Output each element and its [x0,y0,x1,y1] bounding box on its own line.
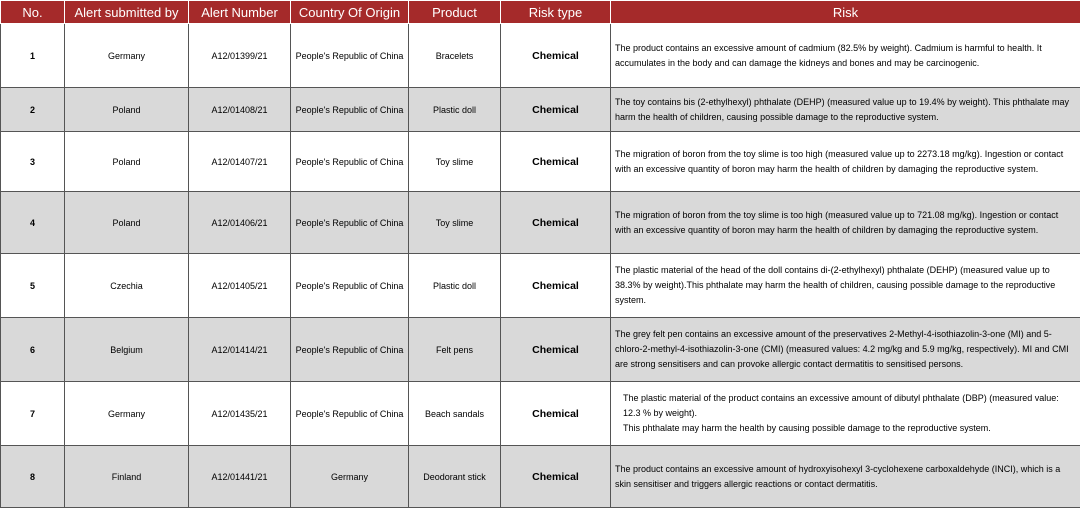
cell-alert-number: A12/01435/21 [189,382,291,446]
cell-risk-type: Chemical [501,88,611,132]
cell-risk-type: Chemical [501,24,611,88]
cell-product: Bracelets [409,24,501,88]
cell-country: People's Republic of China [291,318,409,382]
header-submitted-by: Alert submitted by [65,1,189,24]
cell-no: 8 [1,446,65,508]
table-row [1,318,1080,382]
table-row [1,132,1080,192]
cell-product: Deodorant stick [409,446,501,508]
header-alert-number: Alert Number [189,1,291,24]
cell-no: 1 [1,24,65,88]
table-row [1,254,1080,318]
header-row [1,1,1080,24]
cell-alert-number: A12/01441/21 [189,446,291,508]
cell-risk-type: Chemical [501,254,611,318]
cell-risk: The grey felt pen contains an excessive amount of the preservatives 2-Methyl-4-isothiazolin-3-one (MI) and 5-chloro-2-methyl-4-isothiazolin-3-one (CMI) (measured values: 4.2 mg/kg and 5.9 mg/kg, respectively). MI and CMI are strong sensitisers and can provoke allergic contact dermatitis to sensitised persons. [611,318,1080,382]
risk-line-2: This phthalate may harm the health by causing possible damage to the reproductive system. [623,423,991,433]
cell-submitted-by: Poland [65,192,189,254]
cell-submitted-by: Belgium [65,318,189,382]
cell-no: 7 [1,382,65,446]
cell-risk: The migration of boron from the toy slime is too high (measured value up to 2273.18 mg/kg). Ingestion or contact with an excessive quantity of boron may harm the health of children by damaging the reproductive system. [611,132,1080,192]
header-product: Product [409,1,501,24]
cell-risk-type: Chemical [501,132,611,192]
cell-submitted-by: Czechia [65,254,189,318]
cell-submitted-by: Poland [65,88,189,132]
cell-risk: The product contains an excessive amount of hydroxyisohexyl 3-cyclohexene carboxaldehyde (INCI), which is a skin sensitiser and triggers allergic reactions or contact dermatitis. [611,446,1080,508]
cell-country: People's Republic of China [291,192,409,254]
cell-alert-number: A12/01405/21 [189,254,291,318]
cell-country: People's Republic of China [291,254,409,318]
cell-country: People's Republic of China [291,24,409,88]
cell-no: 3 [1,132,65,192]
cell-risk-type: Chemical [501,318,611,382]
cell-risk-type: Chemical [501,382,611,446]
cell-alert-number: A12/01399/21 [189,24,291,88]
cell-alert-number: A12/01406/21 [189,192,291,254]
cell-alert-number: A12/01414/21 [189,318,291,382]
cell-risk [611,382,1080,446]
cell-risk: The plastic material of the head of the doll contains di-(2-ethylhexyl) phthalate (DEHP) (measured value up to 38.3% by weight).This phthalate may harm the health of children, causing possible damage to the reproductive system. [611,254,1080,318]
cell-no: 6 [1,318,65,382]
cell-product: Toy slime [409,132,501,192]
cell-country: People's Republic of China [291,132,409,192]
cell-risk-type: Chemical [501,192,611,254]
header-country: Country Of Origin [291,1,409,24]
cell-no: 2 [1,88,65,132]
cell-no: 5 [1,254,65,318]
cell-product: Plastic doll [409,88,501,132]
header-no: No. [1,1,65,24]
cell-no: 4 [1,192,65,254]
cell-submitted-by: Finland [65,446,189,508]
table-row [1,24,1080,88]
risk-line-1: The plastic material of the product contains an excessive amount of dibutyl phthalate (DBP) (measured value: 12.3 % by weight). [623,393,1059,418]
cell-risk: The toy contains bis (2-ethylhexyl) phthalate (DEHP) (measured value up to 19.4% by weight). This phthalate may harm the health of children, causing possible damage to the reproductive system. [611,88,1080,132]
cell-risk: The migration of boron from the toy slime is too high (measured value up to 721.08 mg/kg). Ingestion or contact with an excessive quantity of boron may harm the health of children by damaging the reproductive system. [611,192,1080,254]
table-row [1,382,1080,446]
cell-risk-type: Chemical [501,446,611,508]
cell-risk: The product contains an excessive amount of cadmium (82.5% by weight). Cadmium is harmful to health. It accumulates in the body and can damage the kidneys and bones and may be carcinogenic. [611,24,1080,88]
cell-alert-number: A12/01407/21 [189,132,291,192]
cell-submitted-by: Poland [65,132,189,192]
cell-country: People's Republic of China [291,382,409,446]
header-risk-type: Risk type [501,1,611,24]
table-row [1,192,1080,254]
table-row [1,446,1080,508]
header-risk: Risk [611,1,1080,24]
cell-product: Beach sandals [409,382,501,446]
cell-country: Germany [291,446,409,508]
cell-product: Plastic doll [409,254,501,318]
cell-product: Felt pens [409,318,501,382]
table-row [1,88,1080,132]
cell-country: People's Republic of China [291,88,409,132]
cell-product: Toy slime [409,192,501,254]
cell-submitted-by: Germany [65,382,189,446]
cell-submitted-by: Germany [65,24,189,88]
cell-alert-number: A12/01408/21 [189,88,291,132]
